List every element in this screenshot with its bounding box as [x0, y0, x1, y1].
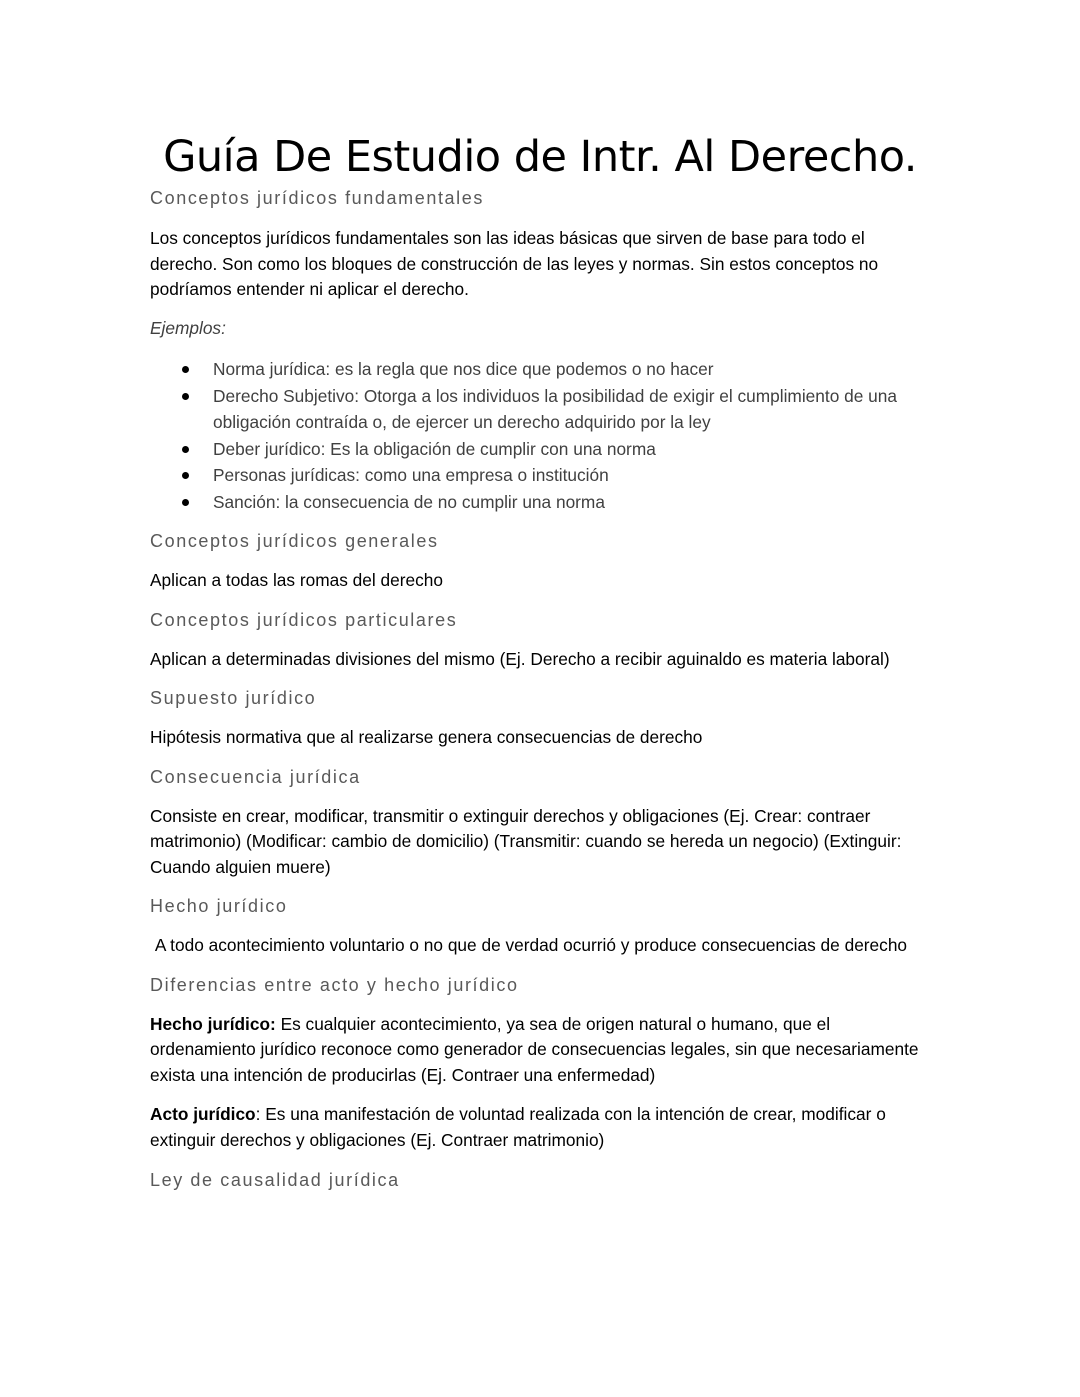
list-item	[150, 383, 930, 436]
list-item-text: Personas jurídicas: como una empresa o institución	[213, 465, 609, 485]
section-heading-particulares: Conceptos jurídicos particulares	[150, 609, 458, 630]
document-page	[150, 128, 930, 1192]
bullet-icon	[182, 446, 189, 453]
list-item-text: Deber jurídico: Es la obligación de cumplir con una norma	[213, 438, 656, 459]
examples-list	[150, 356, 930, 515]
paragraph-particulares: Aplican a determinadas divisiones del mismo (Ej. Derecho a recibir aguinaldo es materia laboral)	[150, 648, 890, 669]
bullet-icon	[182, 472, 189, 479]
paragraph-hecho	[150, 933, 930, 959]
section-heading-diferencias: Diferencias entre acto y hecho jurídico	[150, 974, 519, 995]
paragraph-acto-juridico	[150, 1102, 930, 1153]
paragraph-hecho-text: A todo acontecimiento voluntario o no que de verdad ocurrió y produce consecuencias de derecho	[154, 935, 908, 955]
bullet-icon	[182, 499, 189, 506]
section-heading-supuesto: Supuesto jurídico	[150, 688, 317, 708]
term-acto-juridico: Acto jurídico	[150, 1104, 256, 1124]
definition-acto-juridico: : Es una manifestación de voluntad realizada con la intención de crear, modificar o extinguir derechos y obligaciones (Ej. Contraer matrimonio)	[150, 1104, 886, 1150]
section-heading-consecuencia: Consecuencia jurídica	[150, 766, 361, 787]
list-item	[150, 489, 930, 516]
definition-hecho-juridico: Es cualquier acontecimiento, ya sea de origen natural o humano, que el ordenamiento jurídico reconoce como generador de consecuencias legales, sin que necesariamente exista una intención de producirlas (Ej. Contraer una enfermedad)	[150, 1013, 919, 1085]
section-heading-causalidad: Ley de causalidad jurídica	[150, 1170, 400, 1190]
list-item-text: Derecho Subjetivo: Otorga a los individuos la posibilidad de exigir el cumplimiento de una obligación contraída o, de ejercer un derecho adquirido por la ley	[213, 385, 897, 432]
term-hecho-juridico: Hecho jurídico:	[150, 1013, 276, 1034]
paragraph-supuesto: Hipótesis normativa que al realizarse genera consecuencias de derecho	[150, 727, 703, 747]
paragraph-hecho-juridico	[150, 1012, 930, 1089]
examples-label: Ejemplos:	[150, 317, 226, 338]
list-item-text: Sanción: la consecuencia de no cumplir una norma	[213, 491, 605, 512]
bullet-icon	[182, 393, 189, 400]
list-item	[150, 356, 930, 383]
document-title: Guía De Estudio de Intr. Al Derecho.	[163, 132, 917, 182]
list-item-text: Norma jurídica: es la regla que nos dice que podemos o no hacer	[213, 359, 714, 379]
paragraph-generales: Aplican a todas las romas del derecho	[150, 570, 443, 590]
bullet-icon	[182, 366, 189, 373]
list-item	[150, 462, 930, 489]
list-item	[150, 436, 930, 463]
paragraph-consecuencia: Consiste en crear, modificar, transmitir o extinguir derechos y obligaciones (Ej. Crear: contraer matrimonio) (Modificar: cambio de domicilio) (Transmitir: cuando se hereda un negocio) (Extinguir: Cuando alguien muere)	[150, 805, 902, 877]
section-heading-generales: Conceptos jurídicos generales	[150, 531, 439, 551]
section-heading-fundamentales: Conceptos jurídicos fundamentales	[150, 188, 484, 208]
paragraph-fundamentales: Los conceptos jurídicos fundamentales son las ideas básicas que sirven de base para todo el derecho. Son como los bloques de construcción de las leyes y normas. Sin estos conceptos no podríamos entender ni aplicar el derecho.	[150, 228, 879, 299]
section-heading-hecho: Hecho jurídico	[150, 896, 288, 916]
